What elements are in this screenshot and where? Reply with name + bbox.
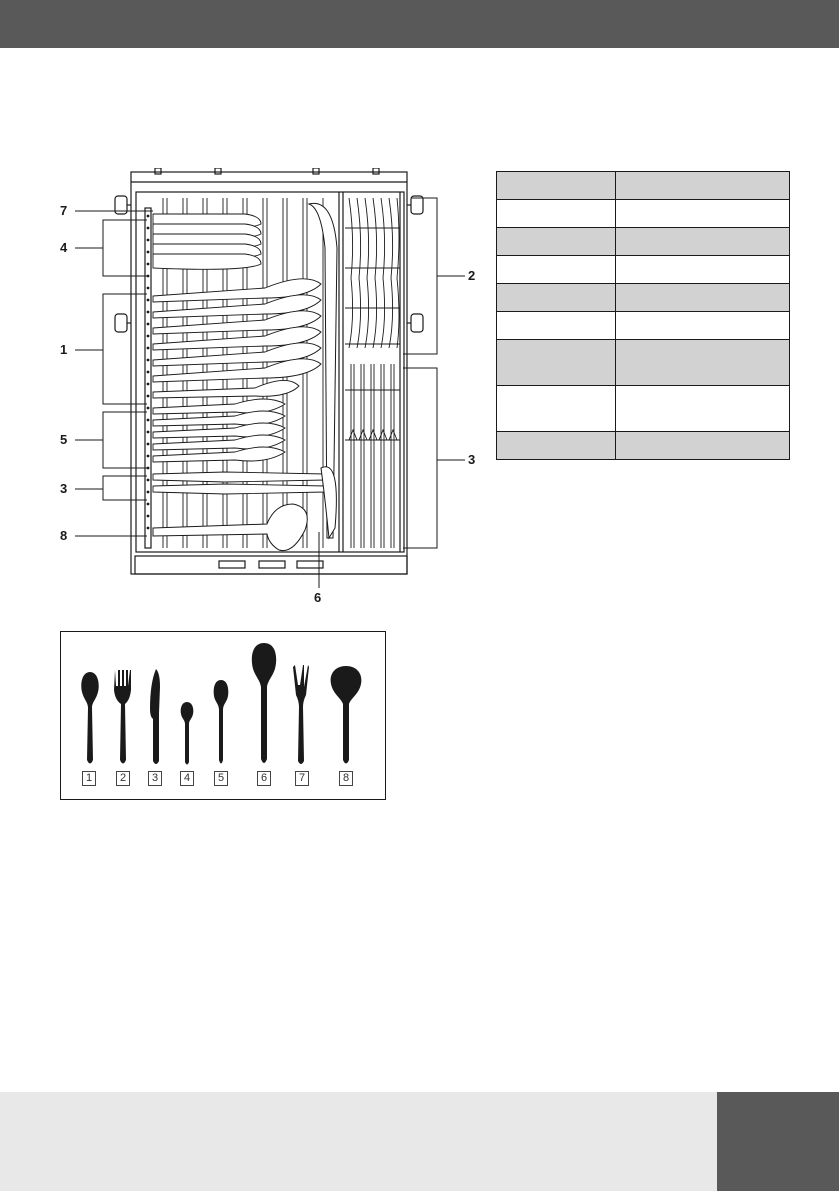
legend-cell-left bbox=[497, 340, 616, 386]
legend-cell-right bbox=[616, 340, 790, 386]
legend-cell-left bbox=[497, 228, 616, 256]
legend-row bbox=[497, 228, 790, 256]
footer-bar bbox=[0, 1092, 717, 1191]
cutlery-number-6: 6 bbox=[257, 771, 271, 786]
callout-5: 5 bbox=[60, 432, 68, 447]
legend-row bbox=[497, 432, 790, 460]
legend-row bbox=[497, 312, 790, 340]
legend-row bbox=[497, 340, 790, 386]
legend-row bbox=[497, 172, 790, 200]
cutlery-rack-drawing bbox=[55, 168, 485, 610]
cutlery-types-box bbox=[60, 631, 386, 800]
callout-7: 7 bbox=[60, 203, 68, 218]
legend-row bbox=[497, 386, 790, 432]
legend-cell-left bbox=[497, 256, 616, 284]
callout-4: 4 bbox=[60, 240, 68, 255]
legend-row bbox=[497, 256, 790, 284]
cutlery-number-2: 2 bbox=[116, 771, 130, 786]
cutlery-rack-figure bbox=[55, 168, 485, 610]
cutlery-number-4: 4 bbox=[180, 771, 194, 786]
teaspoon-icon bbox=[212, 680, 230, 767]
cutlery-number-1: 1 bbox=[82, 771, 96, 786]
gravy-ladle-icon bbox=[329, 666, 363, 767]
callout-2: 2 bbox=[468, 268, 476, 283]
legend-cell-left bbox=[497, 172, 616, 200]
callout-3-left: 3 bbox=[60, 481, 68, 496]
knife-icon bbox=[147, 669, 163, 767]
legend-cell-right bbox=[616, 312, 790, 340]
legend-cell-left bbox=[497, 386, 616, 432]
legend-cell-right bbox=[616, 256, 790, 284]
fork-icon bbox=[112, 670, 134, 767]
legend-cell-right bbox=[616, 228, 790, 256]
callout-6: 6 bbox=[314, 590, 322, 605]
legend-cell-left bbox=[497, 284, 616, 312]
legend-cell-left bbox=[497, 432, 616, 460]
footer-page-tab bbox=[717, 1092, 839, 1191]
legend-cell-right bbox=[616, 284, 790, 312]
legend-row bbox=[497, 284, 790, 312]
legend-cell-left bbox=[497, 200, 616, 228]
callout-3-right: 3 bbox=[468, 452, 476, 467]
serving-spoon-icon bbox=[250, 643, 278, 767]
legend-cell-left bbox=[497, 312, 616, 340]
callout-8: 8 bbox=[60, 528, 68, 543]
table-spoon-icon bbox=[79, 672, 101, 767]
cutlery-legend-table bbox=[496, 171, 790, 460]
cutlery-number-7: 7 bbox=[295, 771, 309, 786]
legend-row bbox=[497, 200, 790, 228]
cutlery-number-5: 5 bbox=[214, 771, 228, 786]
callout-1: 1 bbox=[60, 342, 68, 357]
header-bar bbox=[0, 0, 839, 48]
serving-fork-icon bbox=[291, 665, 311, 767]
dessert-spoon-icon bbox=[179, 702, 195, 767]
legend-cell-right bbox=[616, 172, 790, 200]
legend-cell-right bbox=[616, 432, 790, 460]
cutlery-number-8: 8 bbox=[339, 771, 353, 786]
legend-cell-right bbox=[616, 200, 790, 228]
legend-cell-right bbox=[616, 386, 790, 432]
cutlery-number-3: 3 bbox=[148, 771, 162, 786]
